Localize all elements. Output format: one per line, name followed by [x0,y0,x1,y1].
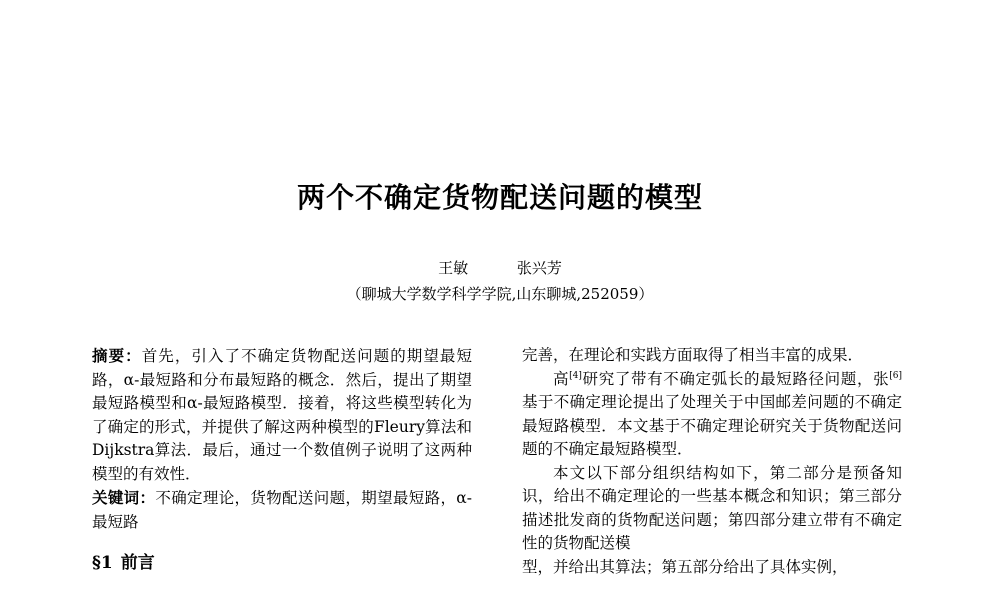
abstract-label: 摘要： [92,346,142,365]
keywords-label: 关键词： [92,488,156,507]
section-number: §1 [92,553,113,573]
section-title: 前言 [120,553,155,573]
keywords [92,486,472,534]
abstract-text: 首先，引入了不确定货物配送问题的期望最短路，α-最短路和分布最短路的概念．然后，提出了期望最短路模型和α-最短路模型．接着，将这些模型转化为了确定的形式，并提供了解这两种模型的Fleury算法和Dijkstra算法．最后，通过一个数值例子说明了这两种模型的有效性． [92,347,472,483]
paragraph-2-b: 研究了带有不确定弧长的最短路径问题，张 [581,369,890,388]
abstract [92,344,472,486]
paragraph-4: 型，并给出其算法；第五部分给出了具体实例， [522,557,848,576]
paragraph-2-a: 高 [553,369,570,388]
section-heading [92,550,472,576]
citation-6: [6] [889,370,902,381]
author-list [0,258,1000,278]
citation-4: [4] [569,370,582,381]
paragraph-2 [522,368,902,462]
left-column [92,344,472,576]
affiliation: （聊城大学数学科学学院,山东聊城,252059） [346,285,654,303]
paragraph-2-c: 基于不确定理论提出了处理关于中国邮差问题的不确定最短路模型．本文基于不确定理论研究关于货物配送问题的不确定最短路模型． [522,393,902,458]
paragraph-3: 本文以下部分组织结构如下，第二部分是预备知识，给出不确定理论的一些基本概念和知识；第三部分描述批发商的货物配送问题；第四部分建立带有不确定性的货物配送模 [522,463,902,552]
author-1: 王敏 [438,259,469,277]
right-column [522,344,902,579]
paragraph-1: 完善，在理论和实践方面取得了相当丰富的成果． [522,346,864,364]
keywords-text: 不确定理论，货物配送问题，期望最短路，α-最短路 [92,489,472,531]
paper-title: 两个不确定货物配送问题的模型 [296,181,703,214]
author-2: 张兴芳 [516,259,562,277]
